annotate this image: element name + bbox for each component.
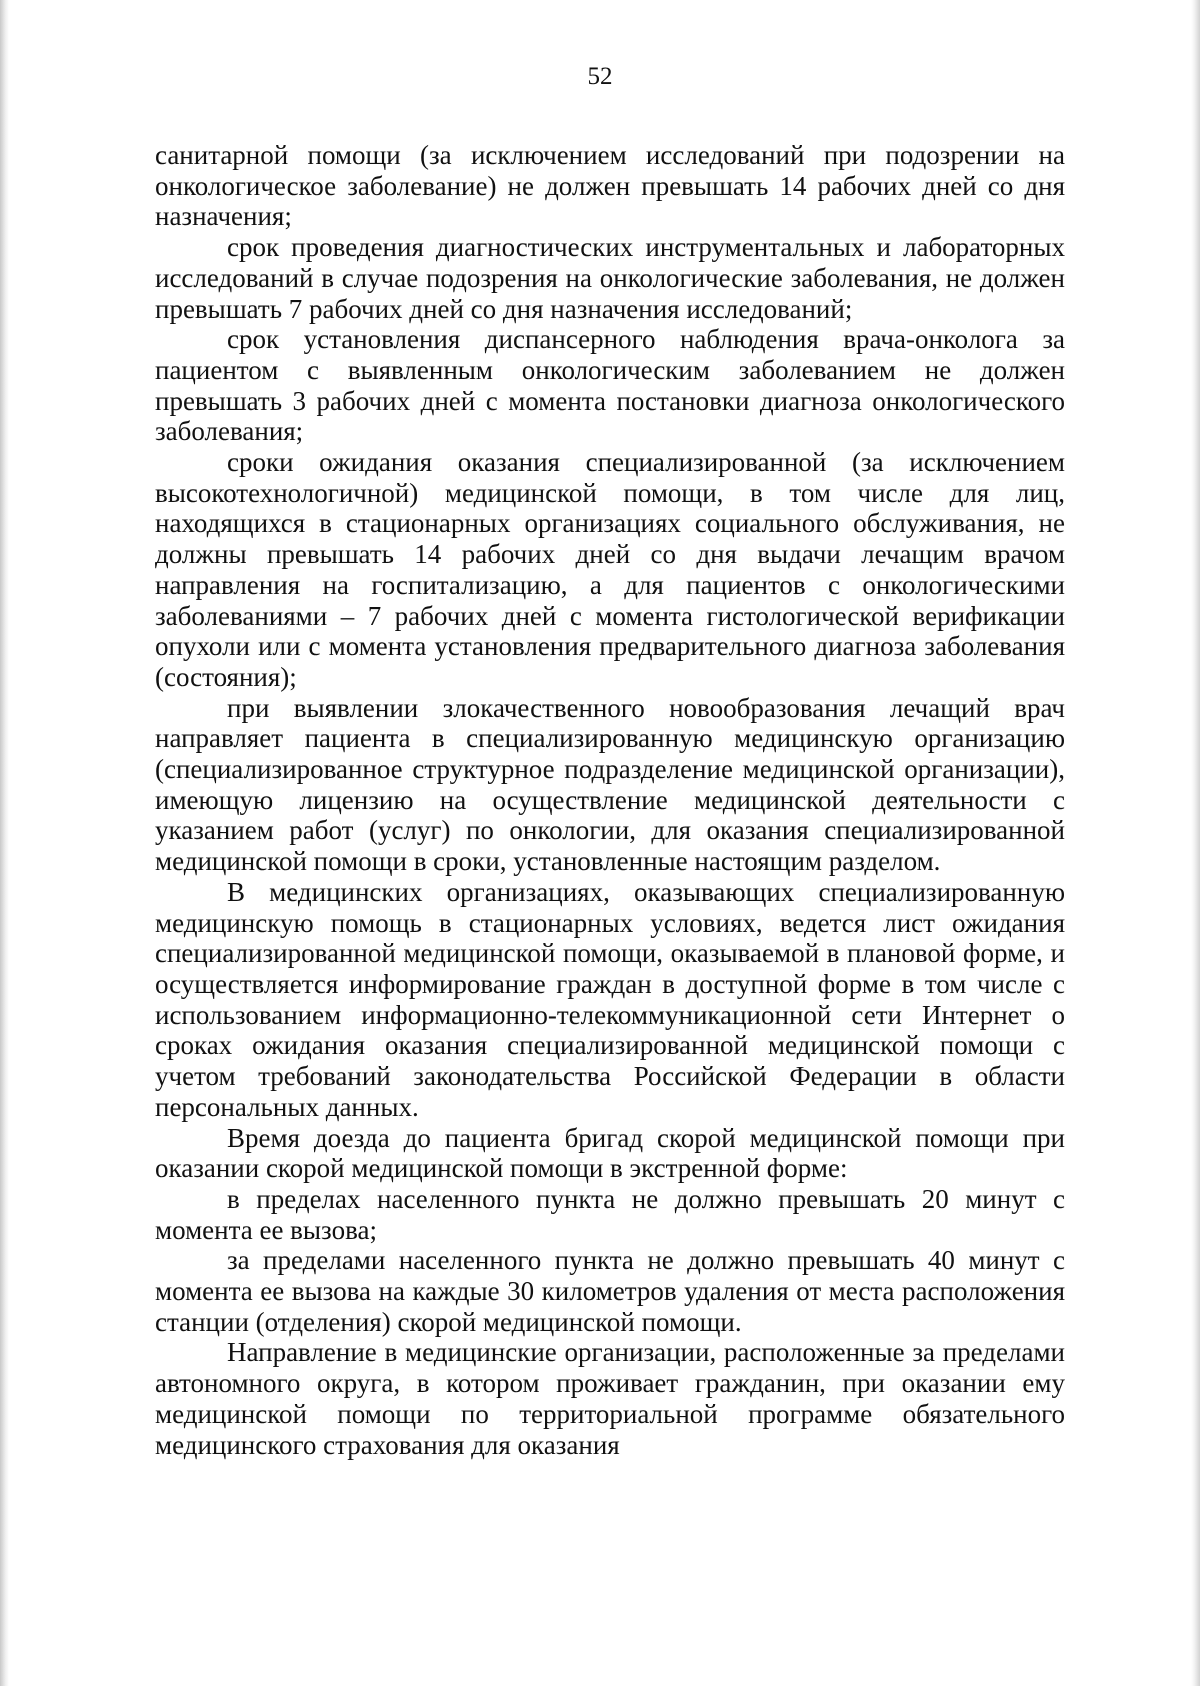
paragraph-dispensary-term: срок установления диспансерного наблюдения врача-онколога за пациентом с выявленным онкологическим заболеванием не должен превышать 3 рабочих дней с момента постановки диагноза онкологического заболевания; [155, 324, 1065, 447]
paragraph-outside-settlement: за пределами населенного пункта не должно превышать 40 минут с момента ее вызова на каждые 30 километров удаления от места расположения станции (отделения) скорой медицинской помощи. [155, 1245, 1065, 1337]
scan-edge-left [0, 0, 9, 1686]
paragraph-continuation: санитарной помощи (за исключением исследований при подозрении на онкологическое заболевание) не должен превышать 14 рабочих дней со дня назначения; [155, 140, 1065, 232]
paragraph-specialized-care-term: сроки ожидания оказания специализированной (за исключением высокотехнологичной) медицинской помощи, в том числе для лиц, находящихся в стационарных организациях социального обслуживания, не должны превышать 14 рабочих дней со дня выдачи лечащим врачом направления на госпитализацию, а для пациентов с онкологическими заболеваниями – 7 рабочих дней с момента гистологической верификации опухоли или с момента установления предварительного диагноза заболевания (состояния); [155, 447, 1065, 692]
paragraph-within-settlement: в пределах населенного пункта не должно превышать 20 минут с момента ее вызова; [155, 1183, 1065, 1245]
paragraph-ambulance-time: Время доезда до пациента бригад скорой медицинской помощи при оказании скорой медицинской помощи в экстренной форме: [155, 1122, 1065, 1184]
scan-edge-right [1191, 0, 1200, 1686]
paragraph-out-of-region-referral: Направление в медицинские организации, расположенные за пределами автономного округа, в котором проживает гражданин, при оказании ему медицинской помощи по территориальной программе обязательного медицинского страхования для оказания [155, 1337, 1065, 1460]
paragraph-oncology-referral: при выявлении злокачественного новообразования лечащий врач направляет пациента в специализированную медицинскую организацию (специализированное структурное подразделение медицинской организации), имеющую лицензию на осуществление медицинской деятельности с указанием работ (услуг) по онкологии, для оказания специализированной медицинской помощи в сроки, установленные настоящим разделом. [155, 692, 1065, 877]
paragraph-diagnostic-term: срок проведения диагностических инструментальных и лабораторных исследований в случае подозрения на онкологические заболевания, не должен превышать 7 рабочих дней со дня назначения исследований; [155, 232, 1065, 324]
paragraph-waiting-list: В медицинских организациях, оказывающих специализированную медицинскую помощь в стационарных условиях, ведется лист ожидания специализированной медицинской помощи, оказываемой в плановой форме, и осуществляется информирование граждан в доступной форме в том числе с использованием информационно-телекоммуникационной сети Интернет о сроках ожидания оказания специализированной медицинской помощи с учетом требований законодательства Российской Федерации в области персональных данных. [155, 876, 1065, 1122]
page-number: 52 [587, 63, 613, 90]
document-body [155, 140, 1065, 1460]
